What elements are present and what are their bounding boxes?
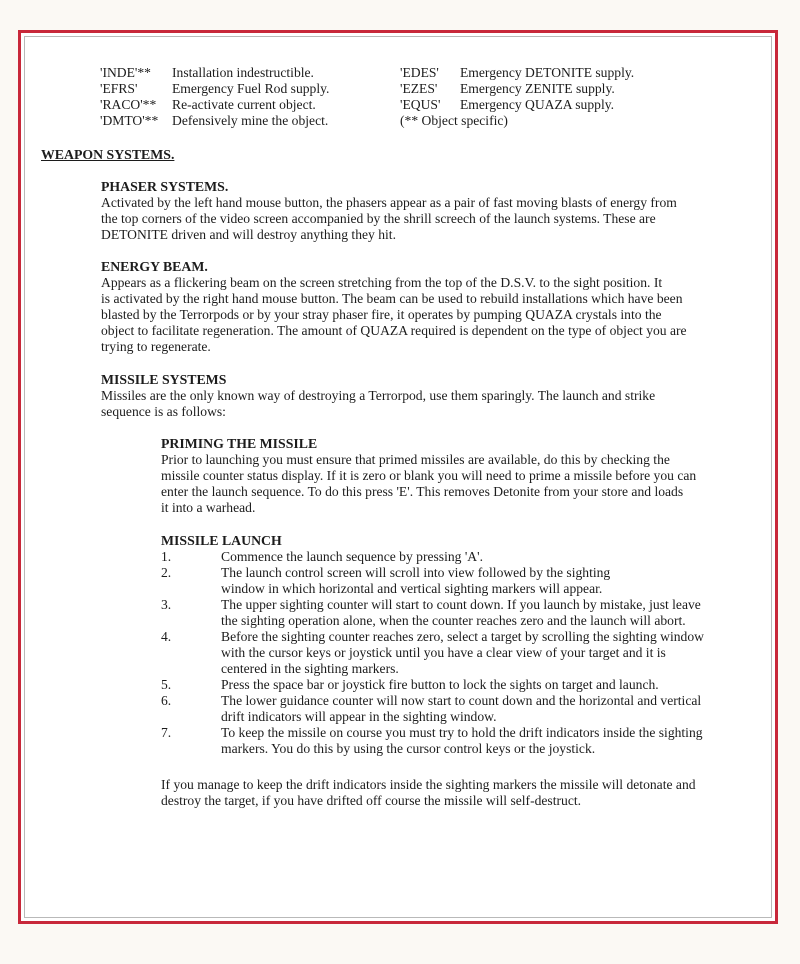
command-description: Installation indestructible. xyxy=(172,65,314,80)
step-number: 6. xyxy=(161,693,172,708)
priming-missile-title: PRIMING THE MISSILE xyxy=(161,436,318,451)
text-line: object to facilitate regeneration. The amount of QUAZA required is dependent on the type of object you are xyxy=(101,323,687,338)
step-text: with the cursor keys or joystick until you have a clear view of your target and it is xyxy=(221,645,666,660)
step-text: centered in the sighting markers. xyxy=(221,661,399,676)
step-number: 1. xyxy=(161,549,172,564)
text-line: trying to regenerate. xyxy=(101,339,211,354)
command-code: 'DMTO'** xyxy=(100,113,159,128)
object-specific-note: (** Object specific) xyxy=(400,113,508,128)
step-text: To keep the missile on course you must try to hold the drift indicators inside the sighting xyxy=(221,725,703,740)
step-text: markers. You do this by using the cursor control keys or the joystick. xyxy=(221,741,596,756)
text-line: Appears as a flickering beam on the screen stretching from the top of the D.S.V. to the sight position. It xyxy=(101,275,663,290)
command-description: Emergency QUAZA supply. xyxy=(460,97,615,112)
step-text: The lower guidance counter will now start to count down and the horizontal and vertical xyxy=(221,693,702,708)
text-line: blasted by the Terrorpods or by your stray phaser fire, it operates by pumping QUAZA crystals into the xyxy=(101,307,662,322)
step-number: 5. xyxy=(161,677,172,692)
text-line: If you manage to keep the drift indicators inside the sighting markers the missile will detonate and xyxy=(161,777,696,792)
text-line: Prior to launching you must ensure that primed missiles are available, do this by checking the xyxy=(161,452,670,467)
command-description: Emergency Fuel Rod supply. xyxy=(172,81,330,96)
text-line: missile counter status display. If it is zero or blank you will need to prime a missile before you can xyxy=(161,468,697,483)
step-number: 2. xyxy=(161,565,172,580)
text-line: sequence is as follows: xyxy=(101,404,226,419)
text-line: Activated by the left hand mouse button, the phasers appear as a pair of fast moving blasts of energy from xyxy=(101,195,677,210)
text-line: is activated by the right hand mouse button. The beam can be used to rebuild installations which have been xyxy=(101,291,683,306)
text-line: Missiles are the only known way of destroying a Terrorpod, use them sparingly. The launch and strike xyxy=(101,388,656,403)
step-text: the sighting operation alone, when the counter reaches zero and the launch will abort. xyxy=(221,613,686,628)
text-line: the top corners of the video screen accompanied by the shrill screech of the launch systems. These are xyxy=(101,211,656,226)
command-description: Defensively mine the object. xyxy=(172,113,329,128)
command-description: Emergency DETONITE supply. xyxy=(460,65,635,80)
command-description: Re-activate current object. xyxy=(172,97,316,112)
step-text: The upper sighting counter will start to count down. If you launch by mistake, just leave xyxy=(221,597,701,612)
command-code: 'INDE'** xyxy=(100,65,151,80)
step-text: Commence the launch sequence by pressing 'A'. xyxy=(221,549,483,564)
command-code: 'EQUS' xyxy=(400,97,441,112)
command-description: Emergency ZENITE supply. xyxy=(460,81,615,96)
command-code: 'RACO'** xyxy=(100,97,157,112)
step-text: window in which horizontal and vertical sighting markers will appear. xyxy=(221,581,603,596)
text-line: DETONITE driven and will destroy anything they hit. xyxy=(101,227,396,242)
step-number: 4. xyxy=(161,629,172,644)
missile-systems-title: MISSILE SYSTEMS xyxy=(101,372,227,387)
text-line: enter the launch sequence. To do this press 'E'. This removes Detonite from your store and loads xyxy=(161,484,684,499)
command-code: 'EDES' xyxy=(400,65,439,80)
command-code: 'EFRS' xyxy=(100,81,138,96)
missile-launch-title: MISSILE LAUNCH xyxy=(161,533,282,548)
step-number: 3. xyxy=(161,597,172,612)
phaser-systems-title: PHASER SYSTEMS. xyxy=(101,179,229,194)
step-text: Press the space bar or joystick fire button to lock the sights on target and launch. xyxy=(221,677,659,692)
step-number: 7. xyxy=(161,725,172,740)
step-text: drift indicators will appear in the sighting window. xyxy=(221,709,497,724)
text-line: destroy the target, if you have drifted off course the missile will self-destruct. xyxy=(161,793,582,808)
step-text: The launch control screen will scroll into view followed by the sighting xyxy=(221,565,611,580)
energy-beam-title: ENERGY BEAM. xyxy=(101,259,208,274)
step-text: Before the sighting counter reaches zero, select a target by scrolling the sighting window xyxy=(221,629,704,644)
command-code: 'EZES' xyxy=(400,81,438,96)
weapon-systems-heading: WEAPON SYSTEMS. xyxy=(41,147,175,162)
text-line: it into a warhead. xyxy=(161,500,256,515)
